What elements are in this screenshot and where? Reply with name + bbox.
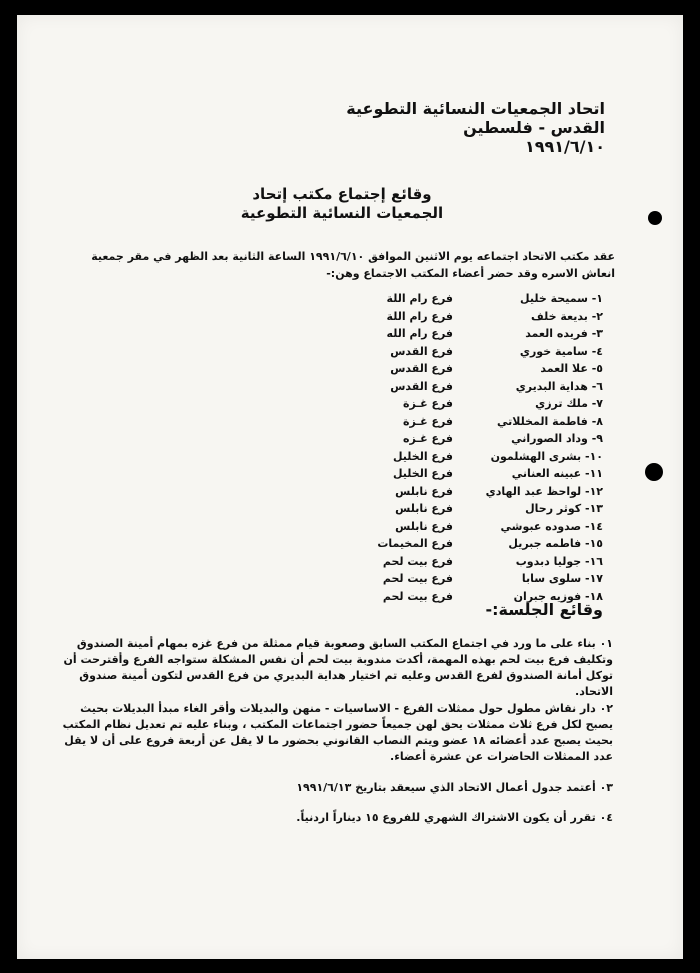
member-branch: فرع نابلس: [395, 484, 453, 498]
member-name: ١٢- لواحظ عبد الهادي: [485, 484, 603, 498]
member-name: ٢- بديعة خلف: [531, 309, 603, 323]
intro-paragraph: عقد مكتب الاتحاد اجتماعه يوم الاثنين الموافق ١٩٩١/٦/١٠ الساعة الثانية بعد الظهر في مقر جمعية انعاش الاسره وقد حضر أعضاء المكتب الاجتماع وهن:-: [91, 250, 615, 280]
member-name: ١٦- جوليا دبدوب: [515, 554, 603, 568]
member-branch: فرع رام اللة: [386, 309, 453, 323]
member-branch: فرع المخيمات: [377, 537, 453, 550]
member-row: [363, 343, 603, 361]
member-row: [363, 360, 603, 378]
document-page: [17, 15, 683, 959]
member-name: ١٥- فاطمه جبريل: [508, 537, 603, 550]
member-row: [363, 518, 603, 536]
organization-location: القدس - فلسطين: [463, 118, 605, 137]
member-name: ٦- هداية البديري: [515, 379, 603, 393]
member-name: ١٨- فوزيه جبران: [513, 589, 603, 603]
minutes-item-4: ٠٤ تقرر أن يكون الاشتراك الشهري للفروع ١٥ ديناراً اردنياً.: [296, 811, 613, 824]
member-name: ٤- سامية خوري: [519, 344, 603, 358]
document-title: [217, 185, 467, 223]
minutes-item-1: ٠١ بناء على ما ورد في اجتماع المكتب السابق وصعوبة قيام ممثلة من فرع غزه بمهام أمينة الصندوق وتكليف فرع بيت لحم بهذه المهمة، أكدت مندوبة بيت لحم أن نفس المشكلة ستواجه الفرع وأقترحت أن توكل أمانة الصندوق لفرع القدس وعليه تم اختيار هداية البديري من فرع القدس لتكون أمينة صندوق الاتحاد.: [63, 637, 613, 698]
member-row: [363, 483, 603, 501]
member-branch: فرع رام اللة: [386, 292, 453, 305]
organization-name: اتحاد الجمعيات النسائية التطوعية: [346, 99, 605, 118]
member-branch: فرع نابلس: [395, 502, 453, 515]
minutes-item-3: ٠٣ أعتمد جدول أعمال الاتحاد الذي سيعقد بتاريخ ١٩٩١/٦/١٣: [296, 781, 613, 794]
member-name: ١- سميحة خليل: [520, 292, 603, 305]
member-row: [363, 465, 603, 483]
member-row: [363, 325, 603, 343]
member-name: ١٧- سلوى سابا: [521, 572, 603, 585]
member-row: [363, 308, 603, 326]
punch-hole-partial: [648, 211, 662, 225]
title-line-2: الجمعيات النسائية التطوعية: [240, 204, 444, 222]
member-branch: فرع القدس: [390, 362, 453, 375]
member-row: [363, 378, 603, 396]
member-row: [363, 553, 603, 571]
member-row: [363, 430, 603, 448]
member-row: [363, 570, 603, 588]
member-name: ١٣- كوثر رحال: [525, 502, 603, 515]
member-name: ٧- ملك ترزي: [535, 397, 603, 410]
member-branch: فرع بيت لحم: [382, 572, 453, 585]
minutes-item-2: ٠٢ دار نقاش مطول حول ممثلات الفرع - الاساسيات - منهن والبديلات وأقر الغاء مبدأ البديلات بحيث يصبح لكل فرع ثلاث ممثلات يحق لهن جميعاً حضور اجتماعات المكتب ، وبناء عليه تم تعديل نظام المكتب بحيث يصبح عدد أعضائه ١٨ عضو ويتم النصاب القانوني بحضور ما لا يقل عن أربعة فروع على أن لا يقل عدد الممثلات الحاضرات عن عشرة أعضاء.: [62, 702, 613, 763]
member-branch: فرع بيت لحم: [382, 589, 453, 603]
member-branch: فرع نابلس: [395, 519, 453, 533]
punch-hole: [645, 463, 663, 481]
member-branch: فرع القدس: [390, 344, 453, 358]
member-branch: فرع رام الله: [386, 327, 453, 340]
member-name: ٩- وداد الصوراني: [511, 432, 603, 445]
member-branch: فرع غـزة: [403, 414, 453, 428]
session-heading: وقائع الجلسة:-: [485, 600, 603, 619]
member-row: [363, 535, 603, 553]
member-row: [363, 290, 603, 308]
title-line-1: وقائع إجتماع مكتب إتحاد: [252, 185, 432, 203]
member-row: [363, 413, 603, 431]
member-branch: فرع بيت لحم: [382, 554, 453, 568]
member-branch: فرع الخليل: [392, 449, 453, 463]
member-branch: فرع القدس: [390, 379, 453, 393]
member-row: [363, 448, 603, 466]
document-date: ١٩٩١/٦/١٠: [524, 137, 605, 156]
members-list: [363, 290, 603, 605]
member-name: ١٤- صدوده عبوشي: [500, 519, 603, 533]
member-branch: فرع غـزة: [403, 397, 453, 410]
member-branch: فرع الخليل: [392, 467, 453, 480]
member-name: ١٠- بشرى الهشلمون: [490, 449, 603, 463]
member-branch: فرع غـزه: [403, 432, 453, 445]
member-name: ١١- عبينه العناني: [511, 467, 603, 480]
member-row: [363, 500, 603, 518]
member-name: ٨- فاطمة المخللاتي: [497, 414, 603, 428]
member-row: [363, 395, 603, 413]
member-name: ٥- علا العمد: [540, 362, 603, 375]
organization-header: [346, 99, 605, 156]
member-name: ٣- فريده العمد: [525, 327, 603, 340]
